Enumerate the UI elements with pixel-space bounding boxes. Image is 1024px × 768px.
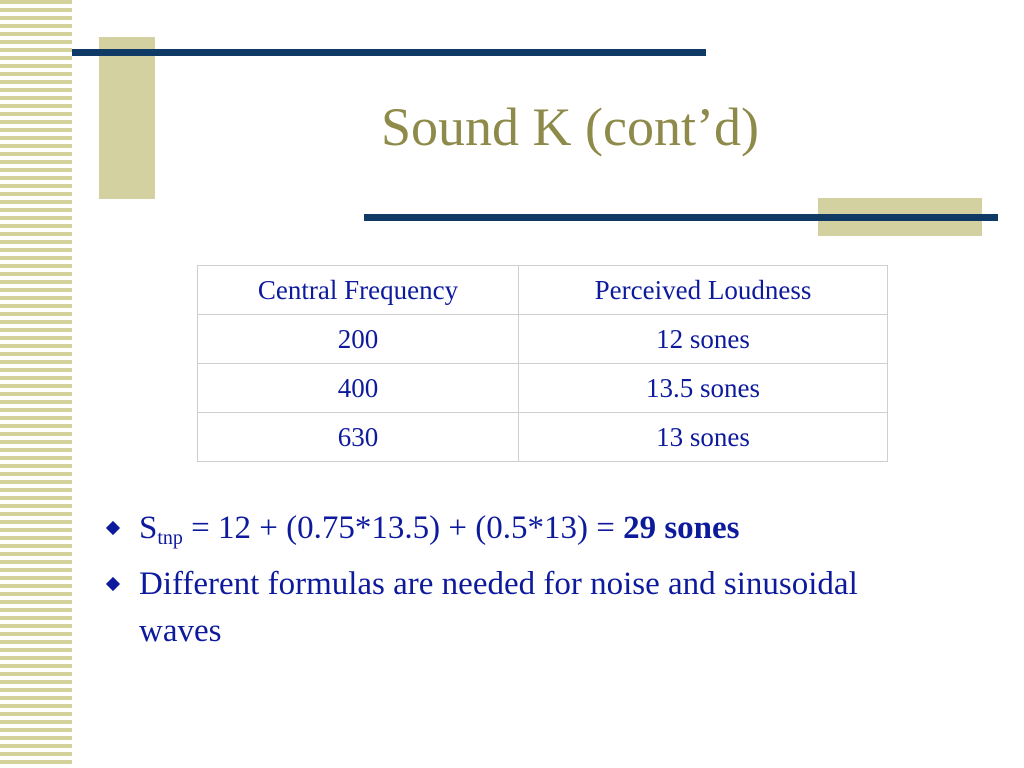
table-cell: 200 bbox=[198, 315, 519, 364]
table-row bbox=[198, 413, 888, 462]
decorative-stripes bbox=[0, 0, 72, 768]
table-cell: 13 sones bbox=[519, 413, 888, 462]
decorative-line-bottom bbox=[364, 214, 998, 221]
column-header-frequency: Central Frequency bbox=[198, 266, 519, 315]
formula-expression: = 12 + (0.75*13.5) + (0.5*13) = bbox=[182, 510, 624, 546]
table-cell: 12 sones bbox=[519, 315, 888, 364]
bullet-formula bbox=[103, 505, 883, 552]
column-header-loudness: Perceived Loudness bbox=[519, 266, 888, 315]
bullet-note-text: Different formulas are needed for noise and sinusoidal waves bbox=[139, 566, 858, 649]
bullet-note bbox=[103, 561, 883, 655]
table-header-row bbox=[198, 266, 888, 315]
formula-symbol: S bbox=[139, 510, 158, 546]
slide-title: Sound K (cont’d) bbox=[381, 97, 759, 157]
table-row bbox=[198, 364, 888, 413]
table-cell: 630 bbox=[198, 413, 519, 462]
bullet-list bbox=[103, 505, 883, 655]
loudness-table bbox=[197, 265, 888, 462]
diamond-bullet-icon bbox=[106, 577, 120, 591]
table-row bbox=[198, 315, 888, 364]
formula-subscript: tnp bbox=[157, 527, 183, 549]
formula-result: 29 sones bbox=[623, 510, 740, 546]
table-cell: 400 bbox=[198, 364, 519, 413]
diamond-bullet-icon bbox=[106, 521, 120, 535]
decorative-block-left bbox=[99, 37, 155, 199]
table-cell: 13.5 sones bbox=[519, 364, 888, 413]
decorative-line-top bbox=[72, 49, 706, 56]
